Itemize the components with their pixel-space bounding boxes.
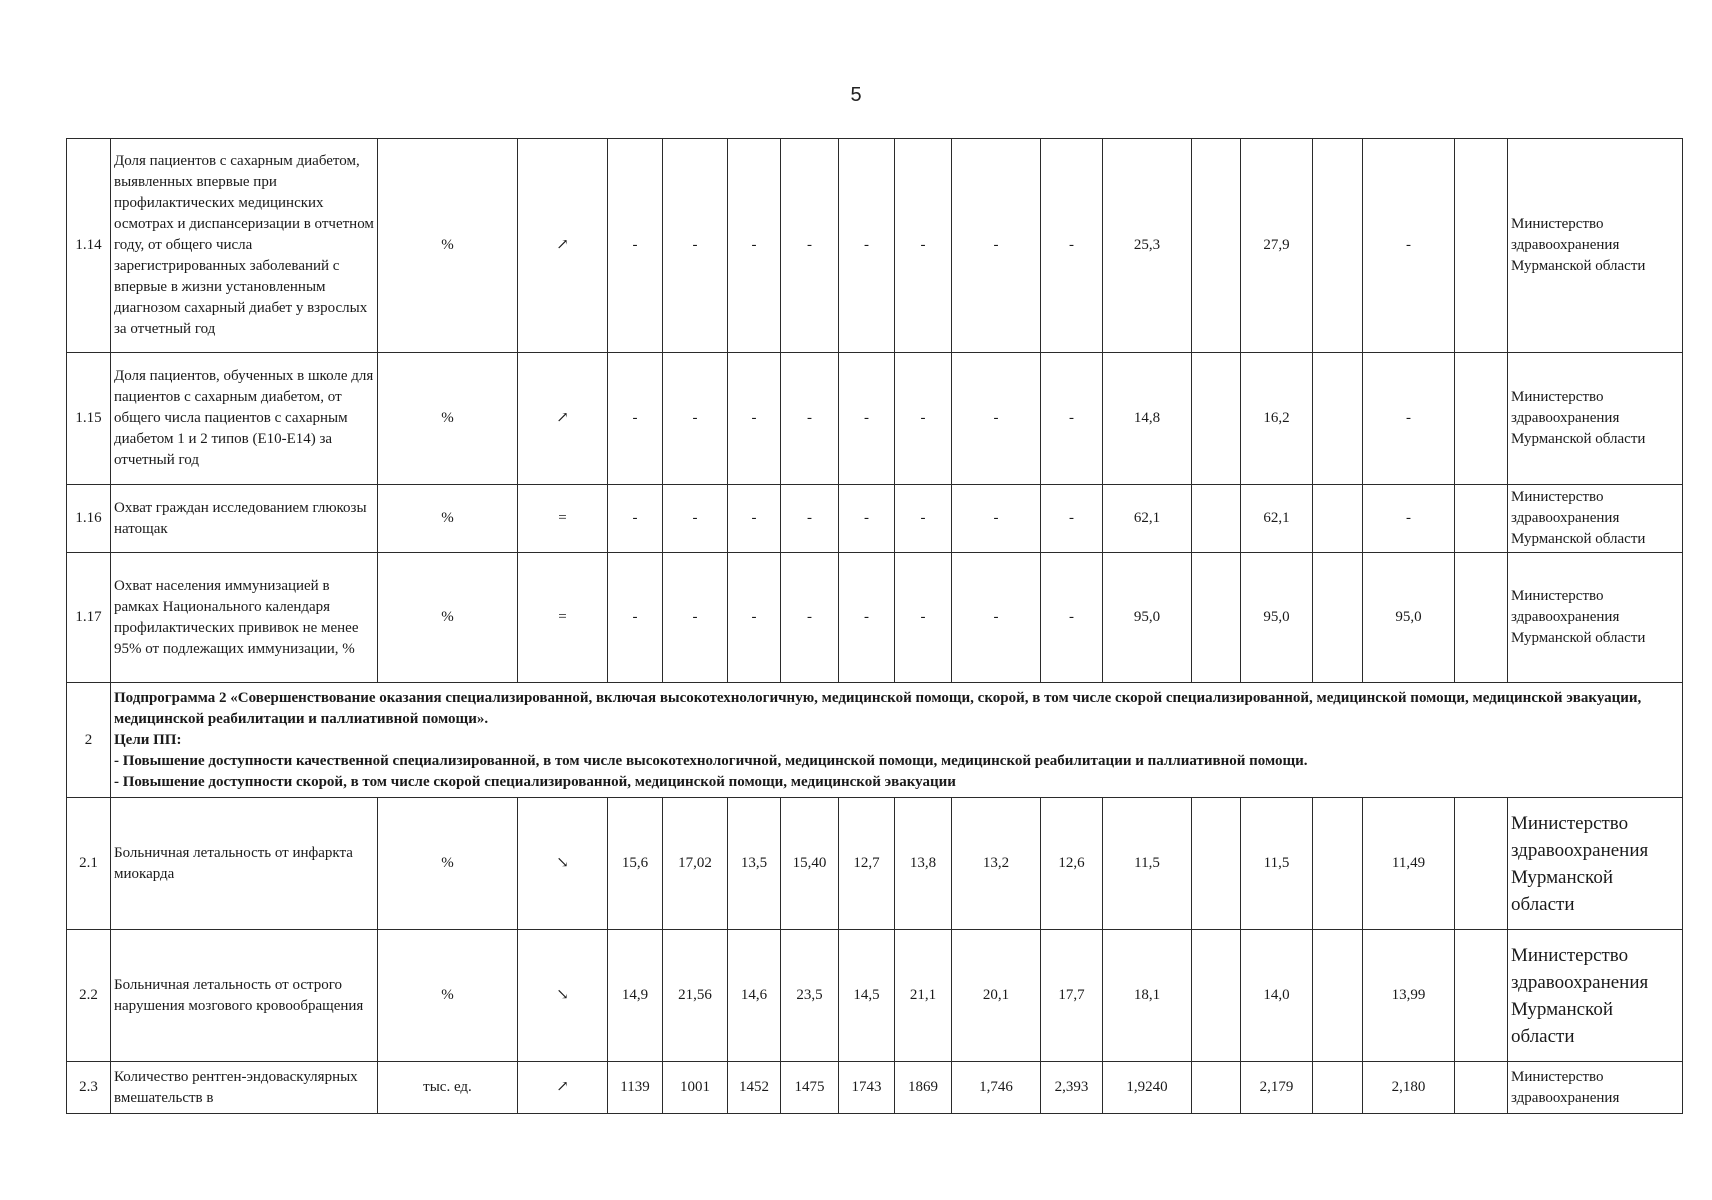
value-cell: - (728, 485, 781, 553)
value-cell: - (663, 353, 728, 485)
value-cell: 11,49 (1363, 798, 1455, 930)
value-cell: - (608, 353, 663, 485)
responsible-cell: Министерство здравоохранения Мурманской области (1508, 930, 1683, 1062)
value-cell: 23,5 (781, 930, 839, 1062)
value-cell: - (839, 485, 895, 553)
responsible-cell: Министерство здравоохранения Мурманской области (1508, 553, 1683, 683)
trend-equal-icon: = (518, 485, 608, 553)
value-cell: - (728, 353, 781, 485)
value-cell (1313, 485, 1363, 553)
value-cell: 62,1 (1241, 485, 1313, 553)
responsible-cell: Министерство здравоохранения Мурманской области (1508, 485, 1683, 553)
row-number: 1.14 (67, 139, 111, 353)
value-cell: - (952, 353, 1041, 485)
indicator-name: Больничная летальность от острого нарушения мозгового кровообращения (111, 930, 378, 1062)
value-cell: 1,746 (952, 1062, 1041, 1114)
value-cell: 13,2 (952, 798, 1041, 930)
indicator-name: Больничная летальность от инфаркта миокарда (111, 798, 378, 930)
value-cell: - (1041, 553, 1103, 683)
value-cell: 21,1 (895, 930, 952, 1062)
row-number: 2 (67, 683, 111, 798)
value-cell: - (839, 353, 895, 485)
table-row (67, 798, 1683, 930)
value-cell: 95,0 (1103, 553, 1192, 683)
row-number: 2.3 (67, 1062, 111, 1114)
value-cell: 1,9240 (1103, 1062, 1192, 1114)
value-cell: - (1363, 485, 1455, 553)
value-cell (1313, 930, 1363, 1062)
value-cell: - (781, 485, 839, 553)
value-cell: - (1041, 485, 1103, 553)
value-cell: - (952, 485, 1041, 553)
row-number: 1.17 (67, 553, 111, 683)
value-cell: - (1041, 139, 1103, 353)
unit-cell: % (378, 798, 518, 930)
value-cell: 12,7 (839, 798, 895, 930)
value-cell: - (952, 139, 1041, 353)
table-row (67, 485, 1683, 553)
table-row (67, 930, 1683, 1062)
value-cell: - (608, 485, 663, 553)
value-cell: 11,5 (1241, 798, 1313, 930)
value-cell: 14,5 (839, 930, 895, 1062)
value-cell: 95,0 (1363, 553, 1455, 683)
value-cell: 11,5 (1103, 798, 1192, 930)
value-cell: 13,8 (895, 798, 952, 930)
subprogram-title: Подпрограмма 2 «Совершенствование оказания специализированной, включая высокотехнологичную, медицинской помощи, скорой, в том числе скорой специализированной, медицинской помощи, медицинской эвакуации, медицинской реабилитации и паллиативной помощи». (114, 689, 1642, 727)
indicator-name: Охват граждан исследованием глюкозы натощак (111, 485, 378, 553)
row-number: 2.1 (67, 798, 111, 930)
value-cell: - (895, 485, 952, 553)
value-cell: 16,2 (1241, 353, 1313, 485)
trend-arrow-icon: ↗ (518, 139, 608, 353)
trend-arrow-icon: ↘ (518, 798, 608, 930)
value-cell: - (728, 553, 781, 683)
unit-cell: % (378, 930, 518, 1062)
value-cell (1455, 353, 1508, 485)
value-cell (1192, 553, 1241, 683)
trend-equal-icon: = (518, 553, 608, 683)
value-cell: - (1363, 139, 1455, 353)
trend-arrow-icon: ↗ (518, 1062, 608, 1114)
value-cell (1313, 353, 1363, 485)
table-row (67, 553, 1683, 683)
value-cell: 1475 (781, 1062, 839, 1114)
value-cell (1313, 553, 1363, 683)
value-cell: 17,7 (1041, 930, 1103, 1062)
value-cell (1455, 798, 1508, 930)
value-cell (1455, 1062, 1508, 1114)
value-cell: - (895, 139, 952, 353)
value-cell: - (728, 139, 781, 353)
row-number: 1.16 (67, 485, 111, 553)
unit-cell: % (378, 485, 518, 553)
value-cell: 2,180 (1363, 1062, 1455, 1114)
responsible-cell: Министерство здравоохранения Мурманской области (1508, 139, 1683, 353)
table-row (67, 1062, 1683, 1114)
value-cell: 1869 (895, 1062, 952, 1114)
subprogram-goal: - Повышение доступности скорой, в том числе скорой специализированной, медицинской помощи, медицинской эвакуации (114, 773, 956, 790)
indicators-table-container (66, 138, 1682, 1116)
value-cell: - (663, 485, 728, 553)
value-cell: 27,9 (1241, 139, 1313, 353)
row-number: 1.15 (67, 353, 111, 485)
value-cell: - (839, 553, 895, 683)
unit-cell: % (378, 553, 518, 683)
value-cell: - (839, 139, 895, 353)
value-cell: 2,179 (1241, 1062, 1313, 1114)
value-cell: 14,9 (608, 930, 663, 1062)
value-cell (1455, 553, 1508, 683)
table-row (67, 353, 1683, 485)
indicator-name: Охват населения иммунизацией в рамках Национального календаря профилактических прививок не менее 95% от подлежащих иммунизации, % (111, 553, 378, 683)
value-cell: 95,0 (1241, 553, 1313, 683)
value-cell: - (608, 553, 663, 683)
indicator-name: Доля пациентов, обученных в школе для пациентов с сахарным диабетом, от общего числа пациентов с сахарным диабетом 1 и 2 типов (Е10-Е14) за отчетный год (111, 353, 378, 485)
value-cell (1192, 798, 1241, 930)
value-cell: 13,5 (728, 798, 781, 930)
value-cell (1455, 930, 1508, 1062)
value-cell: 14,6 (728, 930, 781, 1062)
value-cell: - (952, 553, 1041, 683)
value-cell: 1139 (608, 1062, 663, 1114)
value-cell (1313, 1062, 1363, 1114)
value-cell (1192, 1062, 1241, 1114)
value-cell: 17,02 (663, 798, 728, 930)
value-cell: 1743 (839, 1062, 895, 1114)
value-cell: - (781, 353, 839, 485)
subprogram-row (67, 683, 1683, 798)
value-cell: 1001 (663, 1062, 728, 1114)
value-cell: 21,56 (663, 930, 728, 1062)
subprogram-goal: - Повышение доступности качественной специализированной, в том числе высокотехнологичной, медицинской помощи, медицинской реабилитации и паллиативной помощи. (114, 752, 1308, 769)
value-cell: 15,6 (608, 798, 663, 930)
value-cell: - (781, 139, 839, 353)
responsible-cell: Министерство здравоохранения Мурманской области (1508, 353, 1683, 485)
responsible-cell: Министерство здравоохранения Мурманской области (1508, 798, 1683, 930)
trend-arrow-icon: ↗ (518, 353, 608, 485)
value-cell (1313, 139, 1363, 353)
responsible-cell: Министерство здравоохранения (1508, 1062, 1683, 1114)
unit-cell: % (378, 353, 518, 485)
value-cell: - (895, 553, 952, 683)
indicators-table (66, 138, 1683, 1114)
indicator-name: Количество рентген-эндоваскулярных вмешательств в (111, 1062, 378, 1114)
value-cell: - (608, 139, 663, 353)
indicator-name: Доля пациентов с сахарным диабетом, выявленных впервые при профилактических медицинских осмотрах и диспансеризации в отчетном году, от общего числа зарегистрированных заболеваний с впервые в жизни установленным диагнозом сахарный диабет у взрослых за отчетный год (111, 139, 378, 353)
table-row (67, 139, 1683, 353)
unit-cell: тыс. ед. (378, 1062, 518, 1114)
value-cell: - (1041, 353, 1103, 485)
value-cell (1192, 485, 1241, 553)
page-number: 5 (850, 84, 862, 106)
value-cell (1313, 798, 1363, 930)
value-cell: 15,40 (781, 798, 839, 930)
value-cell (1192, 139, 1241, 353)
value-cell: 13,99 (1363, 930, 1455, 1062)
value-cell: 1452 (728, 1062, 781, 1114)
value-cell: 14,8 (1103, 353, 1192, 485)
value-cell: - (663, 553, 728, 683)
value-cell: - (895, 353, 952, 485)
unit-cell: % (378, 139, 518, 353)
value-cell: 20,1 (952, 930, 1041, 1062)
value-cell: 62,1 (1103, 485, 1192, 553)
value-cell: - (781, 553, 839, 683)
value-cell (1455, 485, 1508, 553)
subprogram-description (111, 683, 1683, 798)
trend-arrow-icon: ↘ (518, 930, 608, 1062)
value-cell: 2,393 (1041, 1062, 1103, 1114)
value-cell (1192, 930, 1241, 1062)
value-cell: - (663, 139, 728, 353)
value-cell: 25,3 (1103, 139, 1192, 353)
value-cell: 18,1 (1103, 930, 1192, 1062)
value-cell: - (1363, 353, 1455, 485)
value-cell (1192, 353, 1241, 485)
value-cell (1455, 139, 1508, 353)
subprogram-goals-label: Цели ПП: (114, 731, 182, 748)
value-cell: 14,0 (1241, 930, 1313, 1062)
value-cell: 12,6 (1041, 798, 1103, 930)
row-number: 2.2 (67, 930, 111, 1062)
